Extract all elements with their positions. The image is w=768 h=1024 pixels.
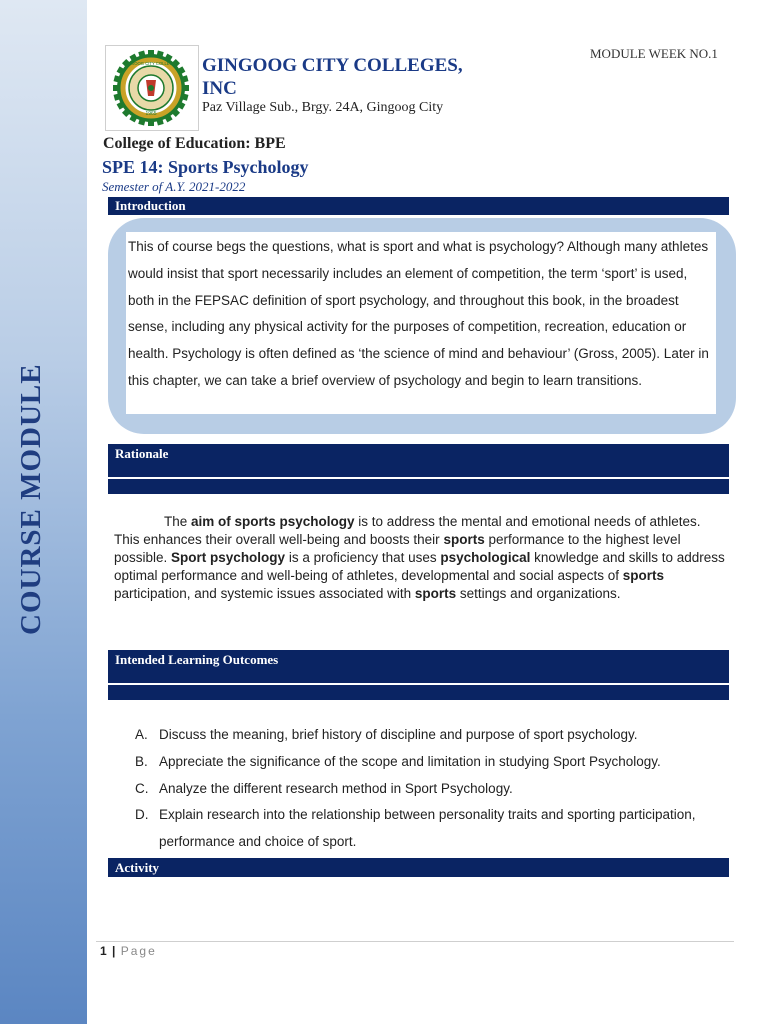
list-marker: A. bbox=[135, 727, 148, 742]
rationale-header-strip bbox=[108, 479, 729, 494]
list-item-text: Explain research into the relationship between personality traits and sporting participation, performance and choice of sport. bbox=[159, 807, 696, 850]
seal-ring-text: GINGOOG CITY COLLEGES bbox=[123, 61, 179, 66]
module-week-label: MODULE WEEK NO.1 bbox=[590, 46, 718, 61]
page-number: 1 bbox=[100, 944, 107, 958]
outcomes-list bbox=[135, 722, 735, 856]
footer-divider bbox=[96, 941, 734, 942]
sidebar-title: COURSE MODULE bbox=[15, 363, 47, 635]
list-marker: B. bbox=[135, 753, 148, 769]
school-seal-icon bbox=[112, 50, 190, 126]
list-item-text: Discuss the meaning, brief history of discipline and purpose of sport psychology. bbox=[159, 727, 638, 742]
sidebar-banner bbox=[0, 0, 87, 1024]
course-title: SPE 14: Sports Psychology bbox=[102, 157, 309, 177]
school-address: Paz Village Sub., Brgy. 24A, Gingoog City bbox=[202, 100, 444, 115]
outcomes-header-strip bbox=[108, 685, 729, 700]
list-item-text: Appreciate the significance of the scope and limitation in studying Sport Psychology. bbox=[159, 753, 661, 769]
college-label: College of Education: BPE bbox=[103, 135, 286, 152]
school-name: GINGOOG CITY COLLEGES, INC bbox=[202, 55, 463, 99]
introduction-text: This of course begs the questions, what is sport and what is psychology? Although many athletes would insist that sport necessarily includes an element of competition, the term ‘sport’ is used, both in the FEPSAC definition of sport psychology, and throughout this book, in the broadest sense, including any physical activity for the purposes of competition, recreation, education or health. Psychology is often defined as ‘the science of mind and behaviour’ (Gross, 2005). Later in this chapter, we can take a brief overview of psychology and begin to learn transitions. bbox=[126, 232, 716, 414]
list-item bbox=[135, 722, 735, 749]
outcomes-header: Intended Learning Outcomes bbox=[108, 650, 729, 683]
rationale-header: Rationale bbox=[108, 444, 729, 477]
introduction-header: Introduction bbox=[108, 197, 729, 215]
rationale-text: The aim of sports psychology is to address the mental and emotional needs of athletes. This enhances their overall well-being and boosts their sports performance to the highest level possible. Sport psychology is a proficiency that uses psychological knowledge and skills to address optimal performance and well-being of athletes, developmental and social aspects of sports participation, and systemic issues associated with sports settings and organizations. bbox=[114, 514, 725, 601]
list-marker: D. bbox=[135, 807, 149, 823]
list-marker: C. bbox=[135, 780, 149, 796]
list-item bbox=[135, 776, 735, 803]
seal-year: 1965 bbox=[145, 111, 157, 117]
school-logo bbox=[105, 45, 199, 131]
list-item-text: Analyze the different research method in Sport Psychology. bbox=[159, 780, 513, 796]
page-word: Page bbox=[120, 944, 157, 958]
page-separator: | bbox=[112, 944, 116, 958]
activity-header: Activity bbox=[108, 858, 729, 877]
page-footer bbox=[100, 944, 157, 958]
semester-label: Semester of A.Y. 2021-2022 bbox=[102, 179, 246, 194]
list-item bbox=[135, 802, 735, 856]
list-item bbox=[135, 749, 735, 776]
